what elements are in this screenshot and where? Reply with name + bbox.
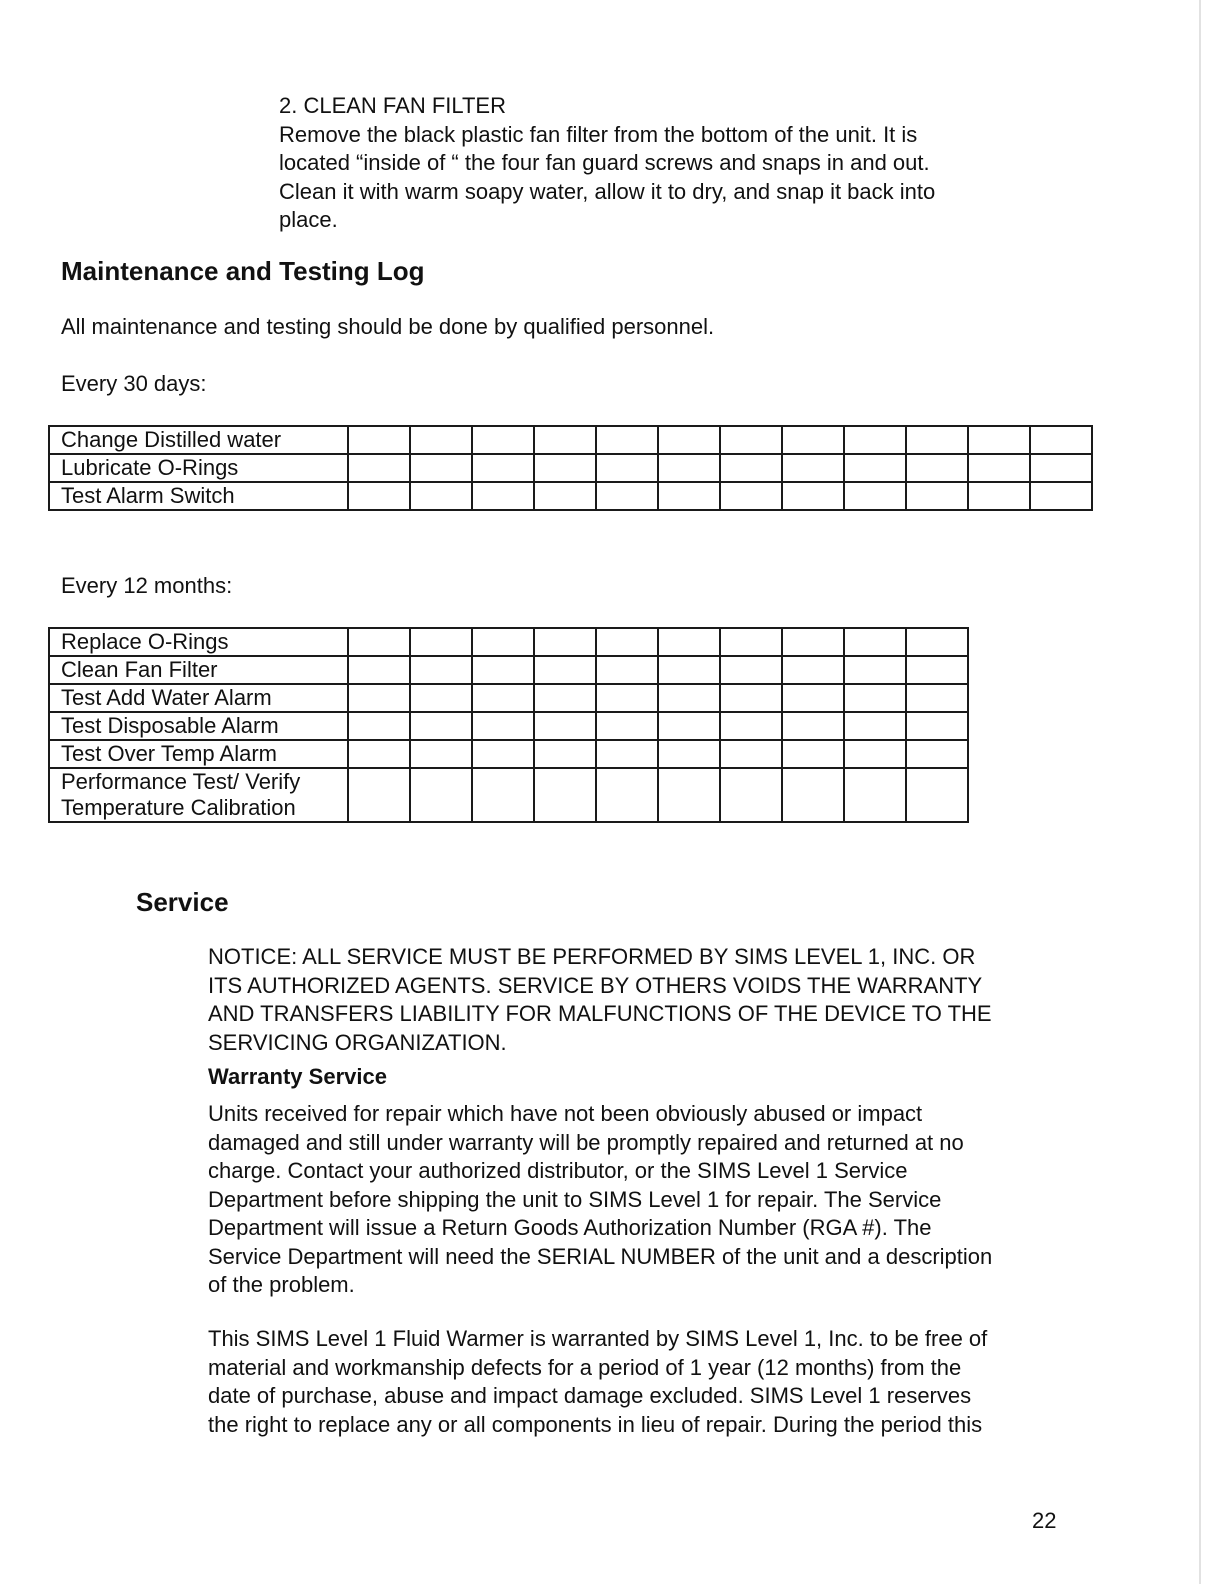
log-entry-cell[interactable] xyxy=(534,426,596,454)
every-30-days-label: Every 30 days: xyxy=(61,371,207,396)
log-entry-cell[interactable] xyxy=(348,454,410,482)
log-row-label xyxy=(49,482,348,510)
log-entry-cell[interactable] xyxy=(348,768,410,822)
log-entry-cell[interactable] xyxy=(720,482,782,510)
log-entry-cell[interactable] xyxy=(658,768,720,822)
log-row-label xyxy=(49,740,348,768)
log-row-label-text: Test Alarm Switch xyxy=(61,483,235,508)
maintenance-intro: All maintenance and testing should be done by qualified personnel. xyxy=(61,314,715,339)
log-entry-cell[interactable] xyxy=(596,628,658,656)
log-entry-cell[interactable] xyxy=(596,656,658,684)
log-entry-cell[interactable] xyxy=(844,426,906,454)
log-entry-cell[interactable] xyxy=(596,426,658,454)
log-entry-cell[interactable] xyxy=(472,628,534,656)
scan-edge xyxy=(1199,0,1201,1584)
log-row-label-text: Clean Fan Filter xyxy=(61,657,218,682)
terms-line: material and workmanship defects for a period of 1 year (12 months) from the xyxy=(208,1354,962,1380)
log-entry-cell[interactable] xyxy=(472,482,534,510)
log-entry-cell[interactable] xyxy=(472,684,534,712)
log-row xyxy=(49,684,968,712)
warranty-service-heading: Warranty Service xyxy=(208,1064,387,1089)
log-row-label xyxy=(49,628,348,656)
log-entry-cell[interactable] xyxy=(906,628,968,656)
log-table-12-months xyxy=(48,627,969,823)
log-row xyxy=(49,628,968,656)
page-number: 22 xyxy=(1032,1508,1057,1533)
log-entry-cell[interactable] xyxy=(410,454,472,482)
log-entry-cell[interactable] xyxy=(782,712,844,740)
service-notice xyxy=(208,943,992,1057)
log-entry-cell[interactable] xyxy=(782,628,844,656)
log-row xyxy=(49,768,968,822)
log-entry-cell[interactable] xyxy=(534,740,596,768)
log-entry-cell[interactable] xyxy=(782,768,844,822)
log-row-label-text: Change Distilled water xyxy=(61,427,282,452)
fan-filter-line: place. xyxy=(279,207,338,232)
log-entry-cell[interactable] xyxy=(844,712,906,740)
log-entry-cell[interactable] xyxy=(1030,426,1092,454)
log-entry-cell[interactable] xyxy=(596,768,658,822)
log-entry-cell[interactable] xyxy=(720,426,782,454)
warranty-line: Service Department will need the SERIAL NUMBER of the unit and a description xyxy=(208,1243,993,1269)
log-entry-cell[interactable] xyxy=(720,712,782,740)
log-entry-cell[interactable] xyxy=(410,482,472,510)
log-entry-cell[interactable] xyxy=(720,740,782,768)
warranty-line: Department before shipping the unit to SIMS Level 1 for repair. The Service xyxy=(208,1186,942,1212)
log-entry-cell[interactable] xyxy=(410,628,472,656)
log-entry-cell[interactable] xyxy=(410,768,472,822)
log-row xyxy=(49,740,968,768)
log-entry-cell[interactable] xyxy=(782,454,844,482)
log-row-label-text: Test Add Water Alarm xyxy=(61,685,272,710)
log-entry-cell[interactable] xyxy=(968,454,1030,482)
log-entry-cell[interactable] xyxy=(410,684,472,712)
log-entry-cell[interactable] xyxy=(906,740,968,768)
log-entry-cell[interactable] xyxy=(782,482,844,510)
log-entry-cell[interactable] xyxy=(596,482,658,510)
terms-line: date of purchase, abuse and impact damage excluded. SIMS Level 1 reserves xyxy=(208,1383,972,1408)
log-table-30-days xyxy=(48,425,1093,511)
log-entry-cell[interactable] xyxy=(348,656,410,684)
fan-filter-line: Remove the black plastic fan filter from the bottom of the unit. It is xyxy=(279,121,918,147)
log-entry-cell[interactable] xyxy=(348,426,410,454)
terms-line: the right to replace any or all components in lieu of repair. During the period this xyxy=(208,1411,983,1437)
log-entry-cell[interactable] xyxy=(348,740,410,768)
log-row-label-text: Replace O-Rings xyxy=(61,629,229,654)
fan-filter-title: 2. CLEAN FAN FILTER xyxy=(279,93,506,118)
log-row xyxy=(49,656,968,684)
log-entry-cell[interactable] xyxy=(782,740,844,768)
log-entry-cell[interactable] xyxy=(410,656,472,684)
log-entry-cell[interactable] xyxy=(906,768,968,822)
log-entry-cell[interactable] xyxy=(844,740,906,768)
log-entry-cell[interactable] xyxy=(968,482,1030,510)
log-entry-cell[interactable] xyxy=(1030,482,1092,510)
log-entry-cell[interactable] xyxy=(472,426,534,454)
log-entry-cell[interactable] xyxy=(844,768,906,822)
warranty-line: damaged and still under warranty will be promptly repaired and returned at no xyxy=(208,1129,964,1155)
fan-filter-line: Clean it with warm soapy water, allow it to dry, and snap it back into xyxy=(279,178,936,204)
log-entry-cell[interactable] xyxy=(720,454,782,482)
notice-line: NOTICE: ALL SERVICE MUST BE PERFORMED BY SIMS LEVEL 1, INC. OR xyxy=(208,944,976,969)
log-entry-cell[interactable] xyxy=(534,454,596,482)
log-entry-cell[interactable] xyxy=(348,712,410,740)
log-entry-cell[interactable] xyxy=(844,482,906,510)
log-entry-cell[interactable] xyxy=(906,454,968,482)
log-entry-cell[interactable] xyxy=(906,656,968,684)
log-entry-cell[interactable] xyxy=(534,768,596,822)
log-entry-cell[interactable] xyxy=(472,454,534,482)
service-heading: Service xyxy=(136,887,229,917)
log-row xyxy=(49,426,1092,454)
fan-filter-step xyxy=(279,92,935,235)
log-row-label xyxy=(49,684,348,712)
notice-line: AND TRANSFERS LIABILITY FOR MALFUNCTIONS OF THE DEVICE TO THE xyxy=(208,1001,992,1026)
log-row-label xyxy=(49,712,348,740)
log-row-label-text: Test Disposable Alarm xyxy=(61,713,279,738)
log-entry-cell[interactable] xyxy=(906,482,968,510)
log-entry-cell[interactable] xyxy=(720,768,782,822)
log-entry-cell[interactable] xyxy=(906,684,968,712)
log-entry-cell[interactable] xyxy=(658,656,720,684)
log-entry-cell[interactable] xyxy=(534,684,596,712)
log-entry-cell[interactable] xyxy=(782,684,844,712)
log-entry-cell[interactable] xyxy=(658,740,720,768)
log-entry-cell[interactable] xyxy=(596,712,658,740)
log-entry-cell[interactable] xyxy=(472,712,534,740)
log-entry-cell[interactable] xyxy=(720,628,782,656)
log-entry-cell[interactable] xyxy=(844,684,906,712)
fan-filter-line: located “inside of “ the four fan guard screws and snaps in and out. xyxy=(279,150,930,175)
log-entry-cell[interactable] xyxy=(410,712,472,740)
warranty-line: of the problem. xyxy=(208,1272,355,1297)
warranty-terms-text xyxy=(208,1325,987,1439)
log-entry-cell[interactable] xyxy=(534,628,596,656)
log-entry-cell[interactable] xyxy=(844,454,906,482)
log-entry-cell[interactable] xyxy=(534,482,596,510)
log-entry-cell[interactable] xyxy=(596,684,658,712)
log-entry-cell[interactable] xyxy=(658,454,720,482)
log-entry-cell[interactable] xyxy=(782,656,844,684)
log-entry-cell[interactable] xyxy=(720,684,782,712)
log-row xyxy=(49,482,1092,510)
log-row xyxy=(49,712,968,740)
log-entry-cell[interactable] xyxy=(906,712,968,740)
log-entry-cell[interactable] xyxy=(1030,454,1092,482)
log-entry-cell[interactable] xyxy=(720,656,782,684)
log-row-label xyxy=(49,656,348,684)
warranty-line: Units received for repair which have not been obviously abused or impact xyxy=(208,1101,923,1126)
warranty-line: charge. Contact your authorized distributor, or the SIMS Level 1 Service xyxy=(208,1158,908,1183)
log-row-label-text: Performance Test/ Verify xyxy=(61,769,301,794)
log-entry-cell[interactable] xyxy=(472,740,534,768)
log-entry-cell[interactable] xyxy=(472,768,534,822)
log-row-label xyxy=(49,768,348,822)
log-entry-cell[interactable] xyxy=(348,684,410,712)
log-entry-cell[interactable] xyxy=(658,684,720,712)
log-entry-cell[interactable] xyxy=(410,426,472,454)
log-row xyxy=(49,454,1092,482)
notice-line: SERVICING ORGANIZATION. xyxy=(208,1029,507,1055)
warranty-line: Department will issue a Return Goods Authorization Number (RGA #). The xyxy=(208,1215,932,1240)
maintenance-heading: Maintenance and Testing Log xyxy=(61,256,425,286)
log-entry-cell[interactable] xyxy=(658,712,720,740)
every-12-months-label: Every 12 months: xyxy=(61,573,233,598)
log-entry-cell[interactable] xyxy=(596,740,658,768)
log-entry-cell[interactable] xyxy=(596,454,658,482)
log-entry-cell[interactable] xyxy=(906,426,968,454)
log-entry-cell[interactable] xyxy=(410,740,472,768)
log-entry-cell[interactable] xyxy=(782,426,844,454)
log-row-label-text: Temperature Calibration xyxy=(61,795,296,820)
log-entry-cell[interactable] xyxy=(472,656,534,684)
log-entry-cell[interactable] xyxy=(658,482,720,510)
log-entry-cell[interactable] xyxy=(348,482,410,510)
terms-line: This SIMS Level 1 Fluid Warmer is warranted by SIMS Level 1, Inc. to be free of xyxy=(208,1326,988,1351)
log-entry-cell[interactable] xyxy=(968,426,1030,454)
notice-line: ITS AUTHORIZED AGENTS. SERVICE BY OTHERS VOIDS THE WARRANTY xyxy=(208,972,983,998)
log-entry-cell[interactable] xyxy=(534,656,596,684)
log-entry-cell[interactable] xyxy=(844,628,906,656)
log-row-label xyxy=(49,426,348,454)
log-entry-cell[interactable] xyxy=(844,656,906,684)
log-entry-cell[interactable] xyxy=(348,628,410,656)
log-entry-cell[interactable] xyxy=(534,712,596,740)
log-entry-cell[interactable] xyxy=(658,426,720,454)
warranty-service-text xyxy=(208,1100,992,1300)
log-row-label-text: Test Over Temp Alarm xyxy=(61,741,277,766)
log-row-label-text: Lubricate O-Rings xyxy=(61,455,239,480)
log-row-label xyxy=(49,454,348,482)
log-entry-cell[interactable] xyxy=(658,628,720,656)
